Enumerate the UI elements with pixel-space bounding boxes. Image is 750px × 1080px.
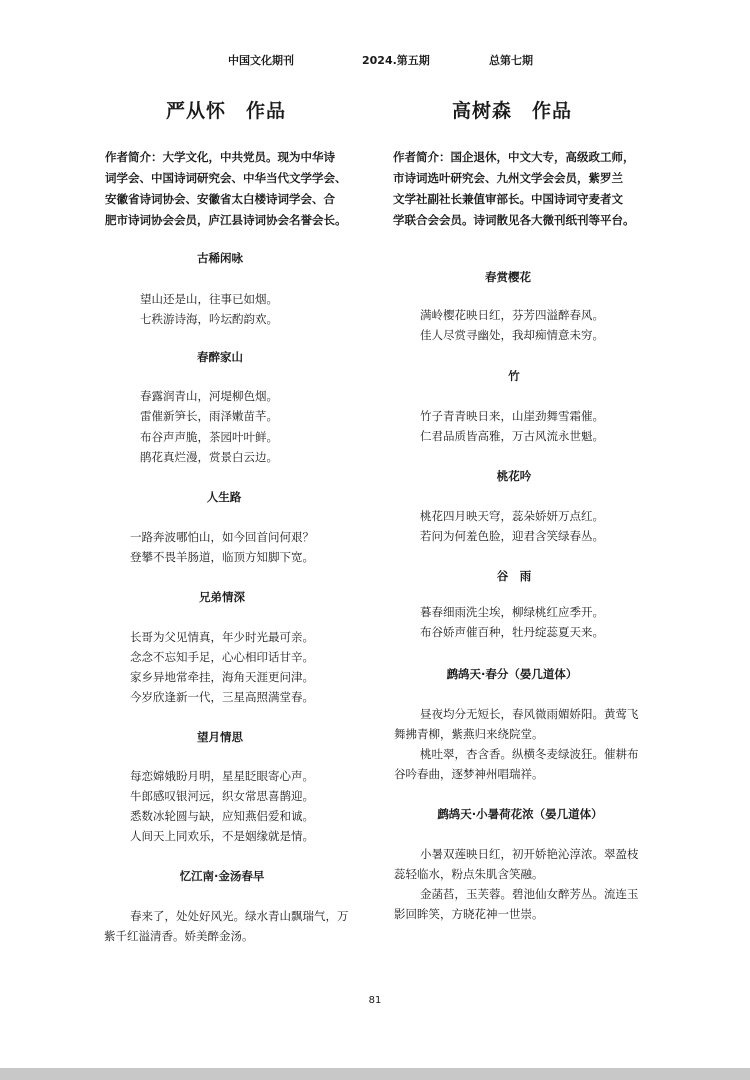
poem-title: 古稀闲咏: [197, 251, 243, 265]
poem-line: 蕊轻临水，粉点朱肌含笑融。: [394, 867, 544, 881]
bio-line: 文学社副社长兼值审部长。中国诗词守麦者文: [393, 192, 623, 206]
right-author-bio: [393, 147, 657, 231]
poem-line: 一路奔波哪怕山，如今回首问何艰？: [130, 530, 314, 544]
poem-line: 暮春细雨洗尘埃，柳绿桃红应季开。: [420, 605, 604, 619]
poem-title: 竹: [508, 369, 520, 383]
poem-line: 七秩游诗海，吟坛酌韵欢。: [140, 312, 278, 326]
poem-line: 若问为何羞色脸，迎君含笑绿春丛。: [420, 529, 604, 543]
poem-line: 桃吐翠，杏含香。纵横冬麦绿波狂。催耕布: [420, 747, 639, 761]
poem-line: 紫千红溢清香。娇美醉金汤。: [104, 929, 254, 943]
poem-title: 鹧鸪天·小暑荷花浓（晏几道体）: [437, 807, 603, 821]
poem-title: 谷 雨: [496, 569, 532, 583]
poem-line: 每恋嫦娥盼月明，星星眨眼寄心声。: [130, 769, 314, 783]
bio-line: 安徽省诗词协会、安徽省太白楼诗词学会、合: [105, 192, 335, 206]
journal-name: 中国文化期刊: [228, 54, 294, 67]
poem-title: 桃花吟: [496, 469, 532, 483]
bio-line: 肥市诗词协会会员，庐江县诗词协会名誉会长。: [105, 213, 347, 227]
poem-line: 家乡异地常牵挂，海角天涯更问津。: [130, 670, 314, 684]
poem-line: 牛郎感叹银河远，织女常思喜鹊迎。: [130, 789, 314, 803]
poem-title: 春醉家山: [197, 350, 243, 364]
poem-line: 仁君品质皆高雅，万古风流永世魁。: [420, 429, 604, 443]
bio-line: 词学会、中国诗词研究会、中华当代文学学会、: [105, 171, 347, 185]
poem-title: 望月情思: [197, 730, 243, 744]
poem-title: 忆江南·金汤春早: [179, 869, 265, 883]
poem-line: 布谷娇声催百种，牡丹绽蕊夏天来。: [420, 625, 604, 639]
poem-title: 鹧鸪天·春分（晏几道体）: [446, 667, 578, 681]
poem-line: 布谷声声脆，茶园叶叶鲜。: [140, 430, 278, 444]
poem-line: 谷吟春曲，逐梦神州唱瑞祥。: [394, 767, 544, 781]
bio-line: 作者简介：大学文化，中共党员。现为中华诗: [105, 150, 335, 164]
poem-title: 春赏樱花: [485, 270, 531, 284]
right-author-title: 高树森 作品: [452, 100, 573, 122]
poem-line: 春来了，处处好风光。绿水青山飘瑞气，万: [130, 909, 349, 923]
total-issue-label: 总第七期: [489, 54, 533, 67]
poem-line: 登攀不畏羊肠道，临顶方知脚下宽。: [130, 550, 314, 564]
poem-line: 人间天上同欢乐，不是姻缘就是情。: [130, 829, 314, 843]
poem-line: 满岭樱花映日红，芬芳四溢醉春风。: [420, 308, 604, 322]
poem-line: 佳人尽赏寻幽处，我却痴情意未穷。: [420, 328, 604, 342]
poem-line: 影回眸笑，方晓花神一世崇。: [394, 907, 544, 921]
poem-line: 雷催新笋长，雨泽嫩苗芊。: [140, 409, 278, 423]
poem-line: 桃花四月映天穹，蕊朵娇妍万点红。: [420, 509, 604, 523]
poem-line: 竹子青青映日来，山崖劲舞雪霜催。: [420, 409, 604, 423]
left-author-bio: [105, 147, 375, 231]
poem-line: 今岁欣逢新一代，三星高照满堂春。: [130, 690, 314, 704]
running-header: [0, 52, 750, 68]
bio-line: 学联合会会员。诗词散见各大微刊纸刊等平台。: [393, 213, 635, 227]
poem-line: 望山还是山，往事已如烟。: [140, 292, 278, 306]
poem-line: 悉数冰轮圆与缺，应知燕侣爱和诚。: [130, 809, 314, 823]
bio-line: 作者简介：国企退休，中文大专，高级政工师，: [393, 150, 635, 164]
poem-line: 昼夜均分无短长，春风微雨媚娇阳。黄莺飞: [420, 707, 639, 721]
bio-line: 市诗词选叶研究会、九州文学会会员，紫罗兰: [393, 171, 623, 185]
poem-line: 春露润青山，河堤柳色烟。: [140, 389, 278, 403]
page-number: 81: [368, 995, 382, 1006]
poem-line: 舞拂青柳，紫燕归来绕院堂。: [394, 727, 544, 741]
poem-line: 小暑双莲映日红，初开娇艳沁淳浓。翠盈枝: [420, 847, 639, 861]
poem-line: 长哥为父见情真，年少时光最可亲。: [130, 630, 314, 644]
poem-line: 金菡萏，玉芙蓉。碧池仙女醉芳丛。流连玉: [420, 887, 639, 901]
bottom-scroll-strip: [0, 1068, 750, 1080]
poem-title: 人生路: [206, 490, 242, 504]
issue-label: 2024.第五期: [362, 54, 430, 67]
poem-title: 兄弟情深: [199, 590, 245, 604]
poem-line: 念念不忘知手足，心心相印话甘辛。: [130, 650, 314, 664]
poem-line: 鹃花真烂漫，赏景白云边。: [140, 450, 278, 464]
left-author-title: 严从怀 作品: [166, 100, 287, 122]
